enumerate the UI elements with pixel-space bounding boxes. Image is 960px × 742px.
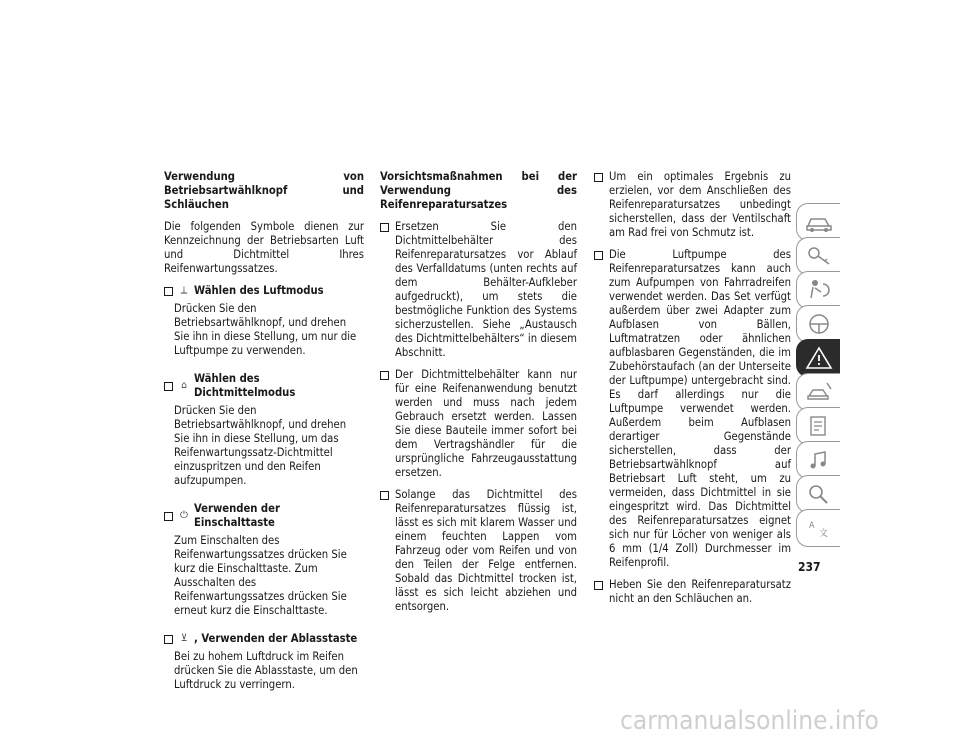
tab-emergency[interactable] xyxy=(796,339,840,377)
list-item: Solange das Dichtmittel des Reifenreparatursatzes flüssig ist, lässt es sich mit klarem Wasser und einem feuchten Lappen vom Fahrzeug oder vom Reifen und von den Teilen der Felge entfernen. Sobald das Dichtmittel trocken ist, lässt es sich leicht abziehen und entsorgen. xyxy=(380,488,577,614)
section-heading: Vorsichtsmaßnahmen bei der Verwendung des Reifenreparatursatzes xyxy=(380,170,577,211)
search-icon xyxy=(805,482,833,506)
key-icon xyxy=(805,244,833,268)
language-icon xyxy=(805,516,833,540)
page-number: 237 xyxy=(798,560,821,574)
tab-language[interactable] xyxy=(796,509,840,547)
checkbox-bullet-icon xyxy=(594,173,603,182)
item-body-deflate-button: Bei zu hohem Luftdruck im Reifen drücken Sie die Ablasstaste, um den Luftdruck zu verringern. xyxy=(174,650,358,691)
checkbox-bullet-icon xyxy=(380,371,389,380)
tab-car-info[interactable] xyxy=(796,203,840,241)
airbag-icon xyxy=(805,278,833,302)
tab-service[interactable] xyxy=(796,373,840,411)
power-icon: ⏻ xyxy=(180,510,188,521)
service-tools-icon xyxy=(805,380,833,404)
checkbox-bullet-icon xyxy=(380,491,389,500)
tab-key[interactable] xyxy=(796,237,840,275)
deflate-icon: ⊻ xyxy=(180,633,188,644)
air-mode-icon: ⟂ xyxy=(180,285,188,296)
tab-steering[interactable] xyxy=(796,305,840,343)
checkbox-bullet-icon xyxy=(164,512,173,521)
chapter-tab-bar xyxy=(796,203,841,541)
item-heading-air-mode: ⟂ Wählen des Luftmodus xyxy=(164,284,364,298)
intro-paragraph: Die folgenden Symbole dienen zur Kennzeichnung der Betriebsarten Luft und Dichtmittel Ihres Reifenwartungssatzes. xyxy=(164,220,364,275)
car-info-icon xyxy=(805,210,833,234)
list-item: Um ein optimales Ergebnis zu erzielen, vor dem Anschließen des Reifenreparatursatzes unbedingt sicherstellen, dass der Ventilschaft am Rad frei von Schmutz ist. xyxy=(594,170,791,240)
item-body-power-button: Zum Einschalten des Reifenwartungssatzes drücken Sie kurz die Einschalttaste. Zum Ausschalten des Reifenwartungssatzes drücken Sie erneut kurz die Einschalttaste. xyxy=(174,534,347,617)
checkbox-bullet-icon xyxy=(164,635,173,644)
item-body-sealant-mode: Drücken Sie den Betriebsartwählknopf, und drehen Sie ihn in diese Stellung, um das Reifenwartungssatz-Dichtmittel einzuspritzen und den Reifen aufzupumpen. xyxy=(174,404,347,487)
specifications-icon xyxy=(805,414,833,438)
item-heading-power-button: ⏻ Verwenden der Einschalttaste xyxy=(164,502,364,530)
column-3 xyxy=(594,170,791,614)
list-item: Der Dichtmittelbehälter kann nur für eine Reifenanwendung benutzt werden und muss nach jedem Gebrauch ersetzt werden. Lassen Sie diese Bauteile immer sofort bei dem Vertragshändler für die ursprüngliche Fahrzeugausstattung ersetzen. xyxy=(380,368,577,480)
section-heading: Verwendung von Betriebsartwählknopf und Schläuchen xyxy=(164,170,364,211)
svg-text:A: A xyxy=(808,521,815,531)
sealant-mode-icon: ⌂ xyxy=(181,380,187,391)
steering-wheel-icon xyxy=(805,312,833,336)
list-item: Die Luftpumpe des Reifenreparatursatzes kann auch zum Aufpumpen von Fahrradreifen verwendet werden. Das Set verfügt außerdem über zwei Adapter zum Aufblasen von Bällen, Luftmatratzen oder ähnlichen aufblasbaren Gegenständen, die im Zubehörstaufach (an der Unterseite der Luftpumpe) untergebracht sind. Es darf allerdings nur die Luftpumpe verwendet werden. Außerdem beim Aufblasen derartiger Gegenstände sicherstellen, dass der Betriebsartwählknopf auf Betriebsart Luft steht, um zu vermeiden, dass Dichtmittel in sie eingespritzt wird. Das Dichtmittel des Reifenreparatursatzes eignet sich nur für Löcher von weniger als 6 mm (1/4 Zoll) Durchmesser im Reifenprofil. xyxy=(594,248,791,570)
column-1 xyxy=(164,170,364,706)
checkbox-bullet-icon xyxy=(594,251,603,260)
list-item: Heben Sie den Reifenreparatursatz nicht an den Schläuchen an. xyxy=(594,578,791,606)
checkbox-bullet-icon xyxy=(380,223,389,232)
tab-specifications[interactable] xyxy=(796,407,840,445)
watermark: carmanualsonline.info xyxy=(620,706,879,736)
multimedia-icon xyxy=(805,448,833,472)
checkbox-bullet-icon xyxy=(164,382,173,391)
tab-airbag[interactable] xyxy=(796,271,840,309)
item-heading-deflate-button: ⊻ , Verwenden der Ablasstaste xyxy=(164,632,364,646)
item-body-air-mode: Drücken Sie den Betriebsartwählknopf, und drehen Sie ihn in diese Stellung, um nur die Luftpumpe zu verwenden. xyxy=(174,302,357,357)
tab-index[interactable] xyxy=(796,475,840,513)
tab-multimedia[interactable] xyxy=(796,441,840,479)
checkbox-bullet-icon xyxy=(594,581,603,590)
checkbox-bullet-icon xyxy=(164,287,173,296)
item-heading-sealant-mode: ⌂ Wählen des Dichtmittelmodus xyxy=(164,372,364,400)
column-2 xyxy=(380,170,577,622)
svg-text:文: 文 xyxy=(818,529,828,539)
list-item: Ersetzen Sie den Dichtmittelbehälter des Reifenreparatursatzes vor Ablauf des Verfalldatums (unten rechts auf dem Behälter-Aufkleber aufgedruckt), um stets die bestmögliche Funktion des Systems sicherzustellen. Siehe „Austausch des Dichtmittelbehälters“ in diesem Abschnitt. xyxy=(380,220,577,360)
warning-car-icon xyxy=(805,346,833,370)
